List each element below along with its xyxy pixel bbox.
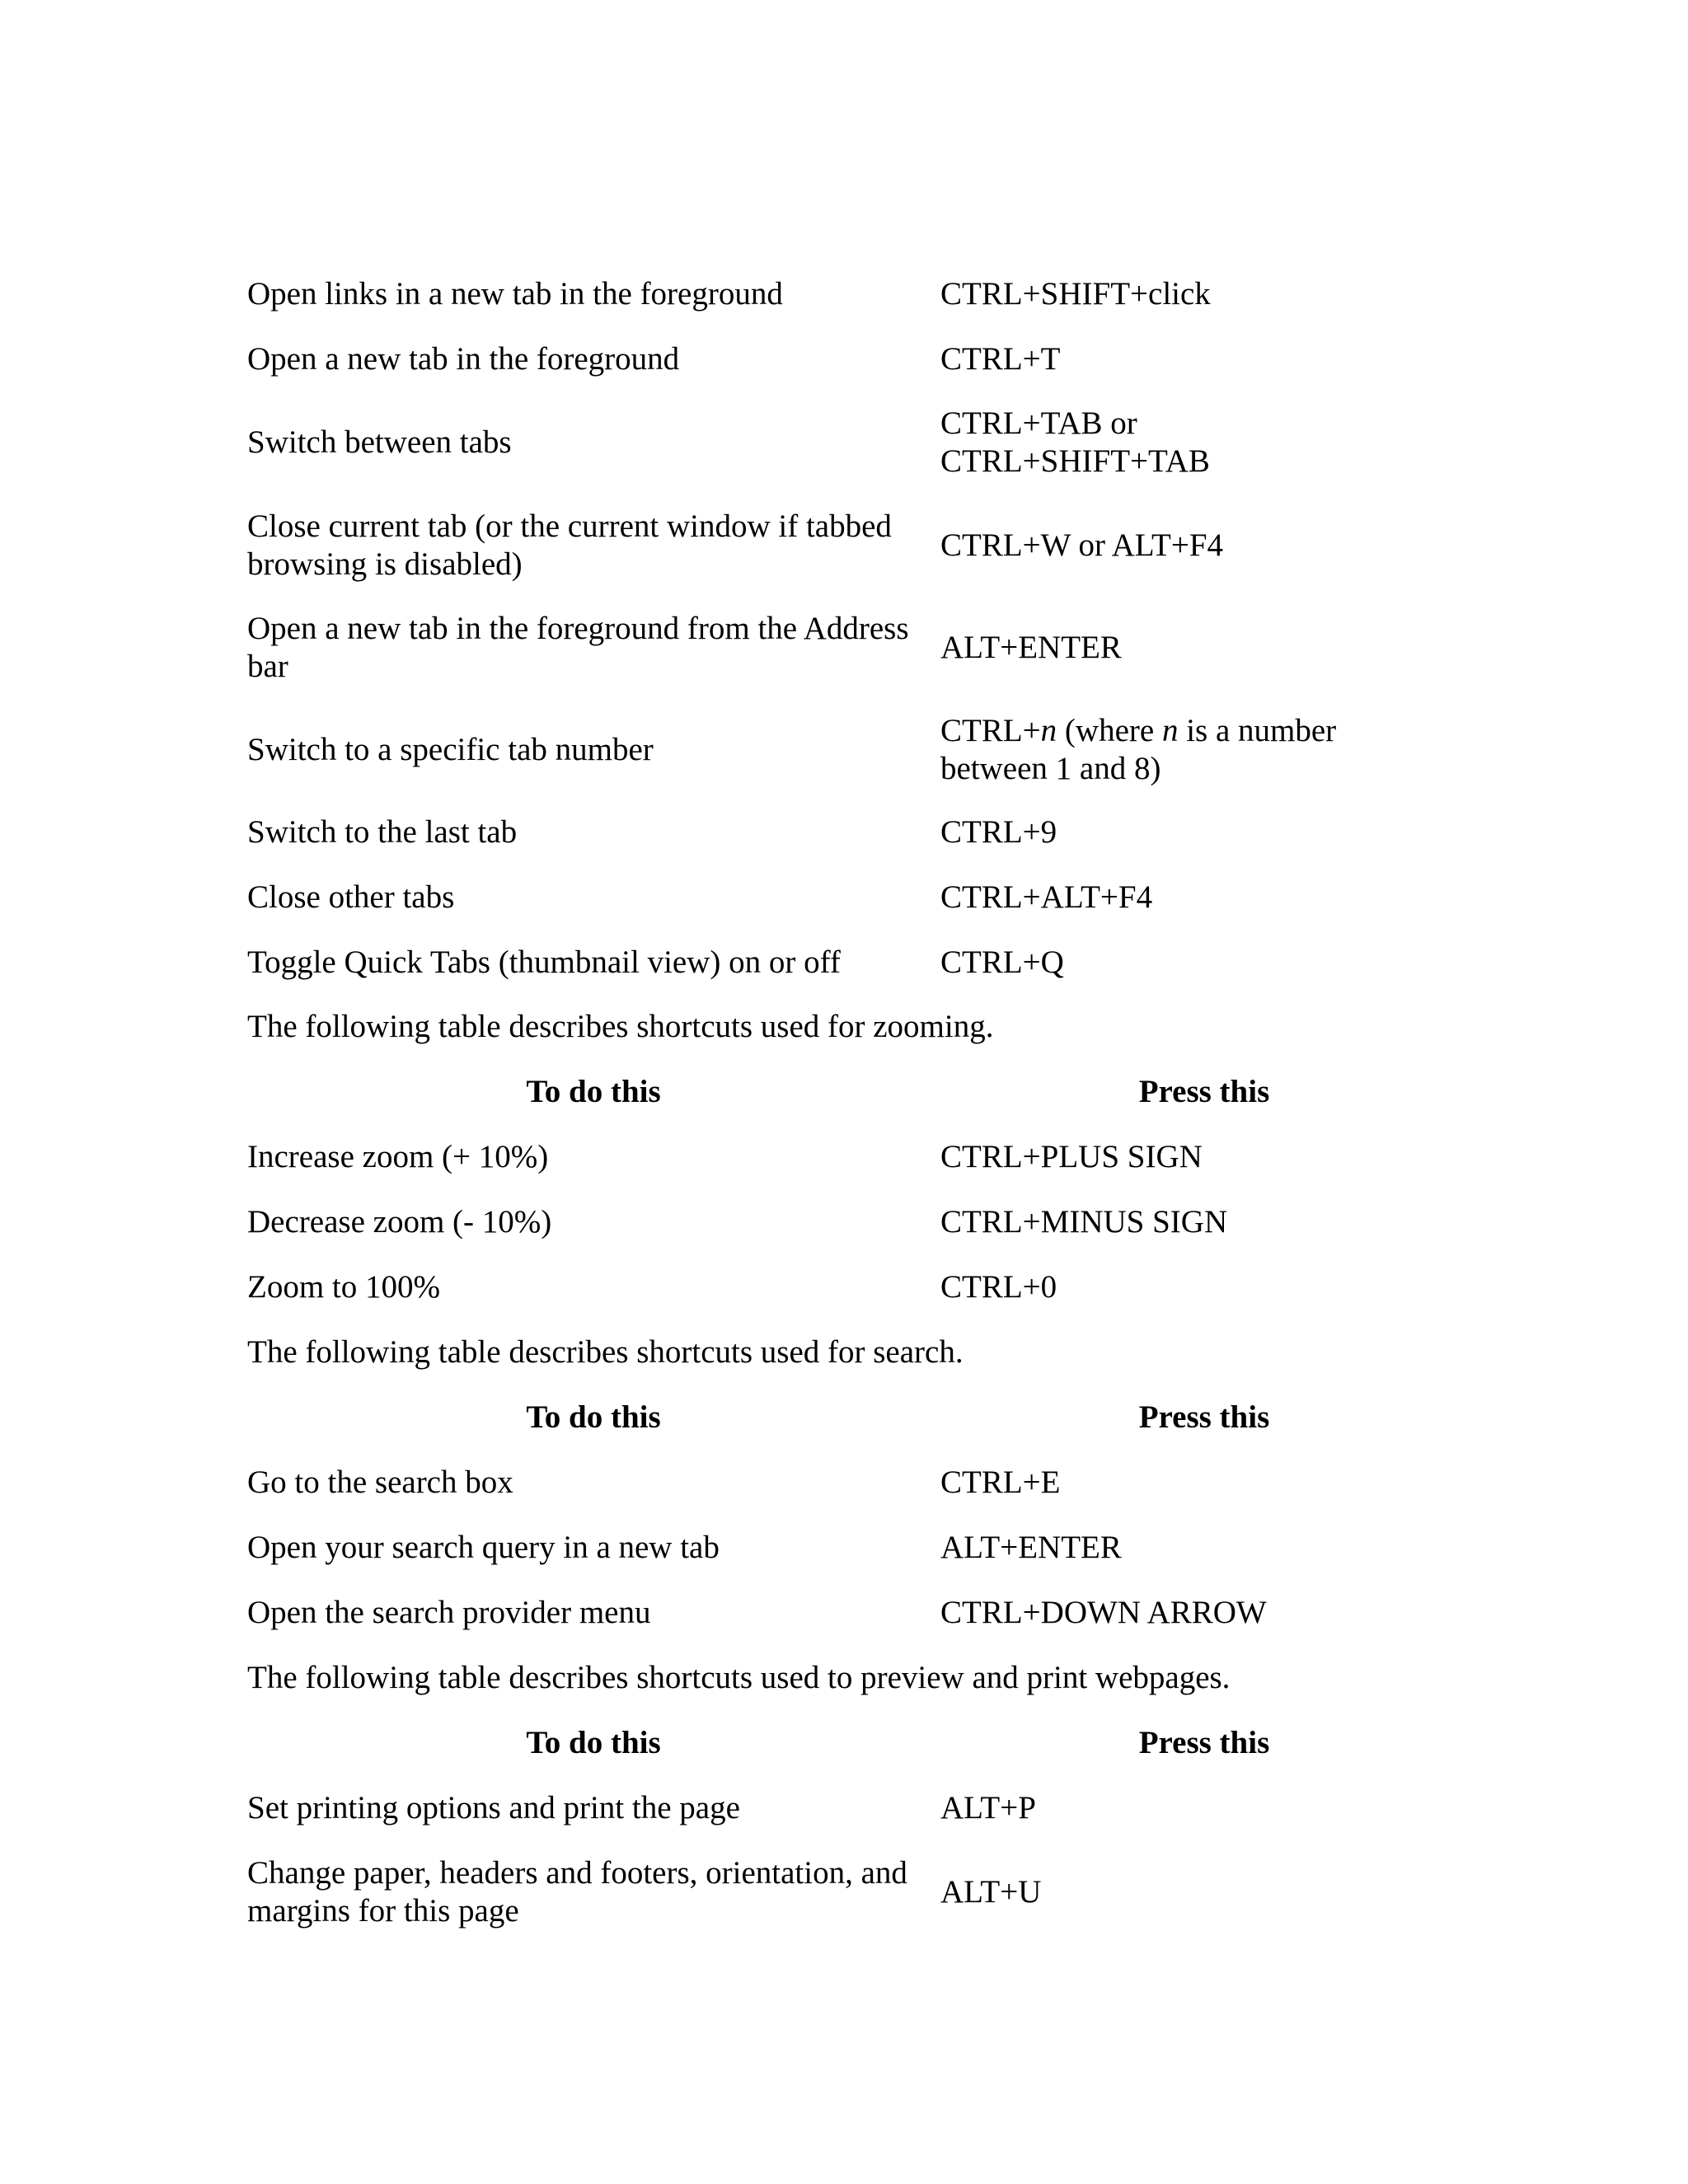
shortcut-keys: CTRL+MINUS SIGN <box>940 1204 1228 1240</box>
keys-text: CTRL+ <box>940 713 1041 748</box>
shortcut-keys-line <box>940 712 1468 750</box>
shortcut-action: Close other tabs <box>247 879 455 915</box>
shortcut-action: Open a new tab in the foreground <box>247 341 680 377</box>
shortcut-action: Open your search query in a new tab <box>247 1530 720 1565</box>
shortcut-action-line: bar <box>247 649 288 684</box>
zoom-intro: The following table describes shortcuts used for zooming. <box>247 1009 994 1044</box>
shortcut-action: Toggle Quick Tabs (thumbnail view) on or off <box>247 944 841 980</box>
shortcut-action-line: Change paper, headers and footers, orientation, and <box>247 1855 907 1891</box>
shortcut-action: Switch to a specific tab number <box>247 732 654 767</box>
shortcut-action-line: Open a new tab in the foreground from the Address <box>247 611 909 646</box>
shortcut-keys: CTRL+Q <box>940 944 1064 980</box>
shortcut-action: Go to the search box <box>247 1465 513 1500</box>
shortcut-action: Switch to the last tab <box>247 814 518 850</box>
shortcut-keys: CTRL+9 <box>940 814 1057 850</box>
shortcut-keys: CTRL+PLUS SIGN <box>940 1139 1203 1174</box>
shortcut-keys-line: CTRL+TAB or <box>940 405 1137 441</box>
keys-text: is a number <box>1178 713 1337 748</box>
shortcut-keys-line: CTRL+SHIFT+TAB <box>940 443 1210 479</box>
shortcut-keys: CTRL+0 <box>940 1269 1057 1305</box>
shortcut-keys: ALT+ENTER <box>940 630 1122 665</box>
shortcut-action: Increase zoom (+ 10%) <box>247 1139 549 1174</box>
column-header: To do this <box>526 1399 661 1435</box>
table-row <box>0 1854 1688 1930</box>
keys-variable: n <box>1040 713 1057 748</box>
table-row <box>0 712 1688 788</box>
shortcut-action-line: browsing is disabled) <box>247 546 523 582</box>
shortcut-action: Decrease zoom (- 10%) <box>247 1204 552 1240</box>
column-header: Press this <box>1138 1399 1270 1435</box>
table-row <box>0 405 1688 480</box>
shortcut-action <box>247 1854 940 1930</box>
shortcut-keys: CTRL+SHIFT+click <box>940 276 1211 312</box>
shortcut-action: Zoom to 100% <box>247 1269 440 1305</box>
shortcut-keys: CTRL+W or ALT+F4 <box>940 527 1224 563</box>
shortcut-keys <box>940 405 1468 480</box>
shortcut-keys: ALT+ENTER <box>940 1530 1122 1565</box>
shortcut-action: Switch between tabs <box>247 424 512 460</box>
shortcut-action <box>247 610 940 686</box>
table-row <box>0 610 1688 686</box>
shortcut-action <box>247 508 940 583</box>
shortcut-action: Open the search provider menu <box>247 1595 651 1630</box>
keys-text: (where <box>1057 713 1162 748</box>
keys-variable: n <box>1161 713 1179 748</box>
print-intro: The following table describes shortcuts used to preview and print webpages. <box>247 1660 1231 1695</box>
search-intro: The following table describes shortcuts used for search. <box>247 1334 964 1370</box>
shortcut-keys: CTRL+ALT+F4 <box>940 879 1153 915</box>
shortcut-keys <box>940 712 1468 788</box>
shortcut-keys: ALT+U <box>940 1874 1042 1910</box>
shortcut-action: Open links in a new tab in the foreground <box>247 276 783 312</box>
shortcut-action: Set printing options and print the page <box>247 1790 740 1825</box>
table-row <box>0 508 1688 583</box>
shortcut-keys: CTRL+E <box>940 1465 1061 1500</box>
column-header: Press this <box>1138 1725 1270 1760</box>
shortcut-action-line: margins for this page <box>247 1893 519 1929</box>
column-header: To do this <box>526 1725 661 1760</box>
shortcut-keys: CTRL+T <box>940 341 1061 377</box>
shortcut-action-line: Close current tab (or the current window if tabbed <box>247 509 892 544</box>
shortcut-keys: CTRL+DOWN ARROW <box>940 1595 1267 1630</box>
shortcut-keys-line: between 1 and 8) <box>940 751 1161 786</box>
column-header: Press this <box>1138 1074 1270 1109</box>
column-header: To do this <box>526 1074 661 1109</box>
shortcut-keys: ALT+P <box>940 1790 1036 1825</box>
